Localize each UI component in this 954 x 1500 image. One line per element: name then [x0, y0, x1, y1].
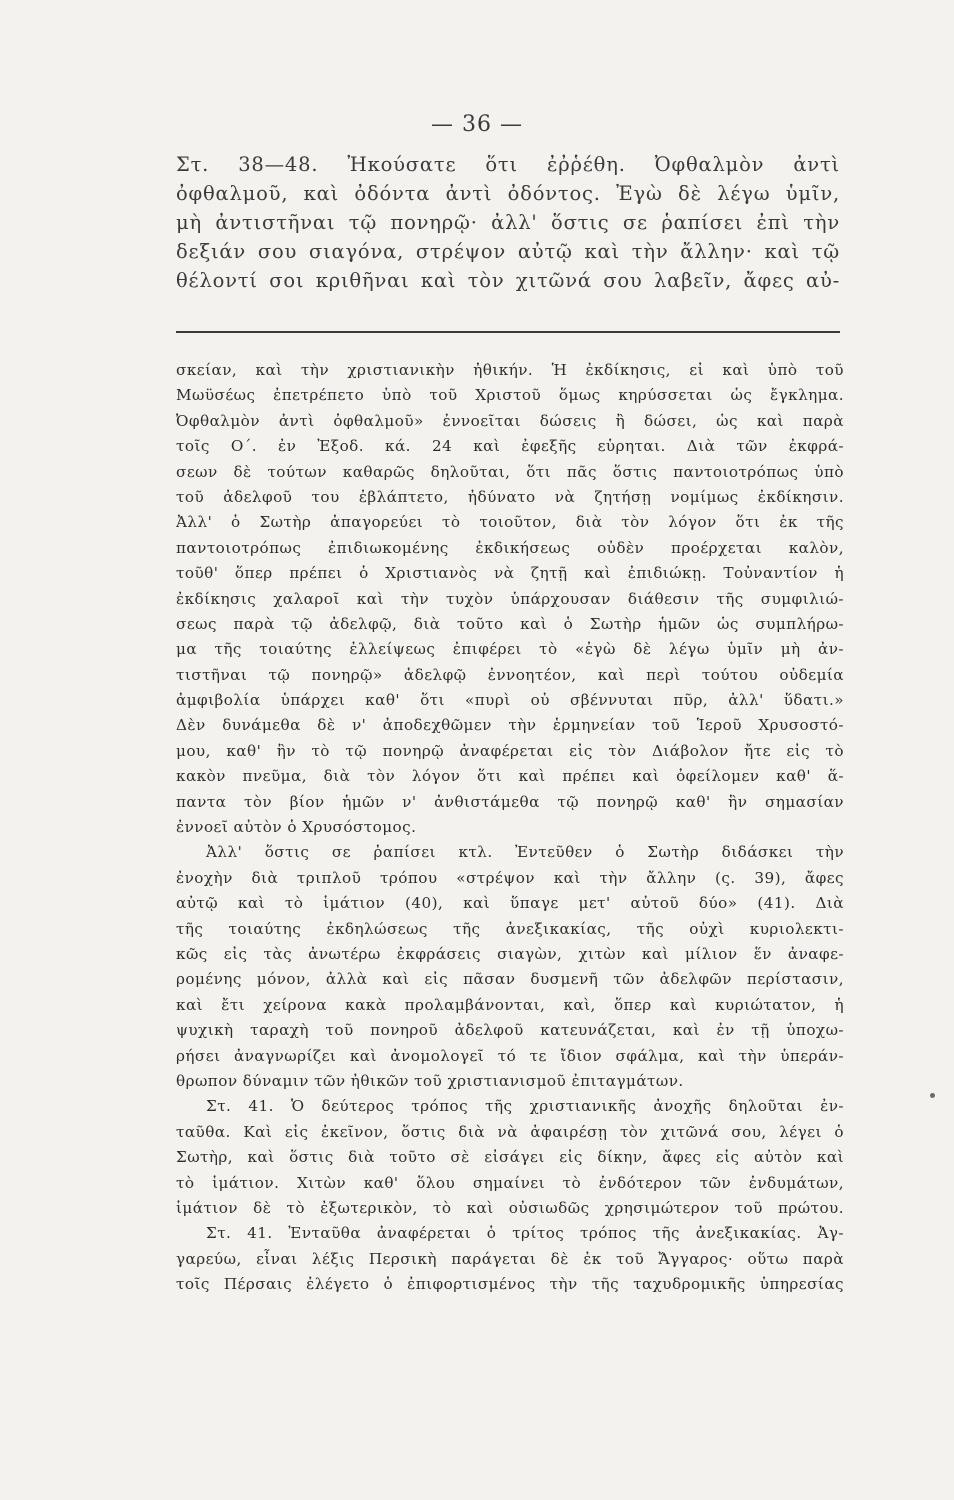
commentary-line: σκείαν, καὶ τὴν χριστιανικὴν ἠθικήν. Ἡ ἐκδίκησις, εἰ καὶ ὑπὸ τοῦ — [176, 361, 844, 379]
commentary-line: ἱμάτιον δὲ τὸ ἐξωτερικὸν, τὸ καὶ οὐσιωδῶς χρησιμώτερον τοῦ πρώτου. — [176, 1198, 844, 1217]
commentary-line: Ὀφθαλμὸν ἀντὶ ὀφθαλμοῦ» ἐννοεῖται δώσεις ἢ δώσει, ὡς καὶ παρὰ — [176, 411, 844, 430]
commentary-line: ἐννοεῖ αὐτὸν ὁ Χρυσόστομος. — [176, 818, 417, 837]
commentary-line: Δὲν δυνάμεθα δὲ ν' ἀποδεχθῶμεν τὴν ἑρμηνείαν τοῦ Ἱεροῦ Χρυσοστό- — [176, 716, 844, 735]
verse-line: ὀφθαλμοῦ, καὶ ὀδόντα ἀντὶ ὀδόντος. Ἐγὼ δὲ λέγω ὑμῖν, — [176, 182, 840, 205]
commentary-line: σεων δὲ τούτων καθαρῶς δηλοῦται, ὅτι πᾶς ὅστις παντοιοτρόπως ὑπὸ — [176, 462, 844, 481]
commentary-line: τὸ ἱμάτιον. Χιτὼν καθ' ὅλου σημαίνει τὸ ἐνδότερον τῶν ἐνδυμάτων, — [176, 1173, 844, 1192]
commentary-line: τοῦ ἀδελφοῦ του ἐβλάπτετο, ἠδύνατο νὰ ζητήσῃ νομίμως ἐκδίκησιν. — [176, 487, 844, 506]
commentary-line: κῶς εἰς τὰς ἀνωτέρω ἐκφράσεις σιαγὼν, χιτὼν καὶ μίλιον ἕν ἀναφε- — [176, 944, 844, 963]
verse-line: μὴ ἀντιστῆναι τῷ πονηρῷ· ἀλλ' ὅστις σε ῥαπίσει ἐπὶ τὴν — [176, 211, 840, 234]
commentary-line: ταῦθα. Καὶ εἰς ἐκεῖνον, ὅστις διὰ νὰ ἀφαιρέσῃ τὸν χιτῶνά σου, λέγει ὁ — [176, 1122, 844, 1141]
commentary-line: τιστῆναι τῷ πονηρῷ» ἀδελφῷ ἐννοητέον, καὶ περὶ τούτου οὐδεμία — [176, 665, 844, 684]
commentary-line: ἀμφιβολία ὑπάρχει καθ' ὅτι «πυρὶ οὐ σβέννυται πῦρ, ἀλλ' ὕδατι.» — [176, 691, 844, 710]
page-number: — 36 — — [431, 112, 523, 137]
commentary-line: ρήσει ἀναγνωρίζει καὶ ἀνομολογεῖ τό τε ἴδιον σφάλμα, καὶ τὴν ὑπεράν- — [176, 1046, 844, 1065]
verse-line: δεξιάν σου σιαγόνα, στρέψον αὐτῷ καὶ τὴν ἄλλην· καὶ τῷ — [176, 240, 840, 263]
verse-line: θέλοντί σοι κριθῆναι καὶ τὸν χιτῶνά σου λαβεῖν, ἄφες αὐ- — [176, 269, 840, 292]
commentary-line: τοῖς Πέρσαις ἐλέγετο ὁ ἐπιφορτισμένος τὴν τῆς ταχυδρομικῆς ὑπηρεσίας — [176, 1275, 844, 1294]
commentary-line: Σωτὴρ, καὶ ὅστις διὰ τοῦτο σὲ εἰσάγει εἰς δίκην, ἄφες εἰς αὐτὸν καὶ — [176, 1148, 844, 1167]
commentary-line: μα τῆς τοιαύτης ἐλλείψεως ἐπιφέρει τὸ «ἐγὼ δὲ λέγω ὑμῖν μὴ ἀν- — [176, 640, 844, 659]
commentary-line: κακὸν πνεῦμα, διὰ τὸν λόγον ὅτι καὶ πρέπει καὶ ὀφείλομεν καθ' ἅ- — [176, 767, 844, 786]
scripture-verse-block — [176, 150, 840, 295]
commentary-body — [176, 358, 844, 1297]
commentary-line: Μωϋσέως ἐπετρέπετο ὑπὸ τοῦ Χριστοῦ ὅμως κηρύσσεται ὡς ἔγκλημα. — [176, 386, 844, 405]
commentary-line: τοῦθ' ὅπερ πρέπει ὁ Χριστιανὸς νὰ ζητῇ καὶ ἐπιδιώκῃ. Τοὐναντίον ἡ — [176, 564, 844, 583]
commentary-line: Ἀλλ' ὅστις σε ῥαπίσει κτλ. Ἐντεῦθεν ὁ Σωτὴρ διδάσκει τὴν — [206, 843, 844, 862]
commentary-line: τοῖς Ο΄. ἐν Ἐξοδ. κά. 24 καὶ ἐφεξῆς εὑρηται. Διὰ τῶν ἐκφρά- — [176, 437, 844, 456]
commentary-line: παντοιοτρόπως ἐπιδιωκομένης ἐκδικήσεως οὐδὲν προέρχεται καλὸν, — [176, 538, 844, 557]
commentary-line: γαρεύω, εἶναι λέξις Περσικὴ παράγεται δὲ ἐκ τοῦ Ἄγγαρος· οὕτω παρὰ — [176, 1249, 844, 1268]
commentary-line: παντα τὸν βίον ἡμῶν ν' ἀνθιστάμεθα τῷ πονηρῷ καθ' ἣν σημασίαν — [176, 792, 844, 811]
commentary-line: καὶ ἔτι χείρονα κακὰ προλαμβάνονται, καὶ, ὅπερ καὶ κυριώτατον, ἡ — [176, 995, 844, 1014]
commentary-line: σεως παρὰ τῷ ἀδελφῷ, διὰ τοῦτο καὶ ὁ Σωτὴρ ἡμῶν ὡς συμπλήρω- — [176, 614, 844, 633]
commentary-line: Ἀλλ' ὁ Σωτὴρ ἀπαγορεύει τὸ τοιοῦτον, διὰ τὸν λόγον ὅτι ἐκ τῆς — [176, 513, 844, 532]
ink-speck — [930, 1093, 935, 1098]
section-divider — [176, 331, 840, 333]
commentary-line: ἐνοχὴν διὰ τριπλοῦ τρόπου «στρέψον καὶ τὴν ἄλλην (ς. 39), ἄφες — [176, 868, 844, 887]
commentary-line: αὐτῷ καὶ τὸ ἱμάτιον (40), καὶ ὕπαγε μετ' αὐτοῦ δύο» (41). Διὰ — [176, 894, 844, 913]
commentary-line: μου, καθ' ἣν τὸ τῷ πονηρῷ ἀναφέρεται εἰς τὸν Διάβολον ἤτε εἰς τὸ — [176, 741, 844, 760]
commentary-line: τῆς τοιαύτης ἐκδηλώσεως τῆς ἀνεξικακίας, τῆς οὐχὶ κυριολεκτι- — [176, 919, 844, 938]
commentary-line: θρωπον δύναμιν τῶν ἠθικῶν τοῦ χριστιανισμοῦ ἐπιταγμάτων. — [176, 1071, 684, 1090]
commentary-line: ἐκδίκησις χαλαροῖ καὶ τὴν τυχὸν ὑπάρχουσαν διάθεσιν τῆς συμφιλιώ- — [176, 589, 844, 608]
verse-line: Στ. 38—48. Ἠκούσατε ὅτι ἐῤῥέθη. Ὀφθαλμὸν ἀντὶ — [176, 153, 840, 176]
commentary-line: ψυχικὴ ταραχὴ τοῦ πονηροῦ ἀδελφοῦ κατευνάζεται, καὶ ἐν τῇ ὑποχω- — [176, 1021, 844, 1040]
commentary-line: Στ. 41. Ὁ δεύτερος τρόπος τῆς χριστιανικῆς ἀνοχῆς δηλοῦται ἐν- — [206, 1097, 844, 1116]
commentary-line: ρομένης μόνον, ἀλλὰ καὶ εἰς πᾶσαν δυσμενῆ τῶν ἀδελφῶν περίστασιν, — [176, 970, 844, 989]
commentary-line: Στ. 41. Ἐνταῦθα ἀναφέρεται ὁ τρίτος τρόπος τῆς ἀνεξικακίας. Ἀγ- — [206, 1224, 844, 1243]
